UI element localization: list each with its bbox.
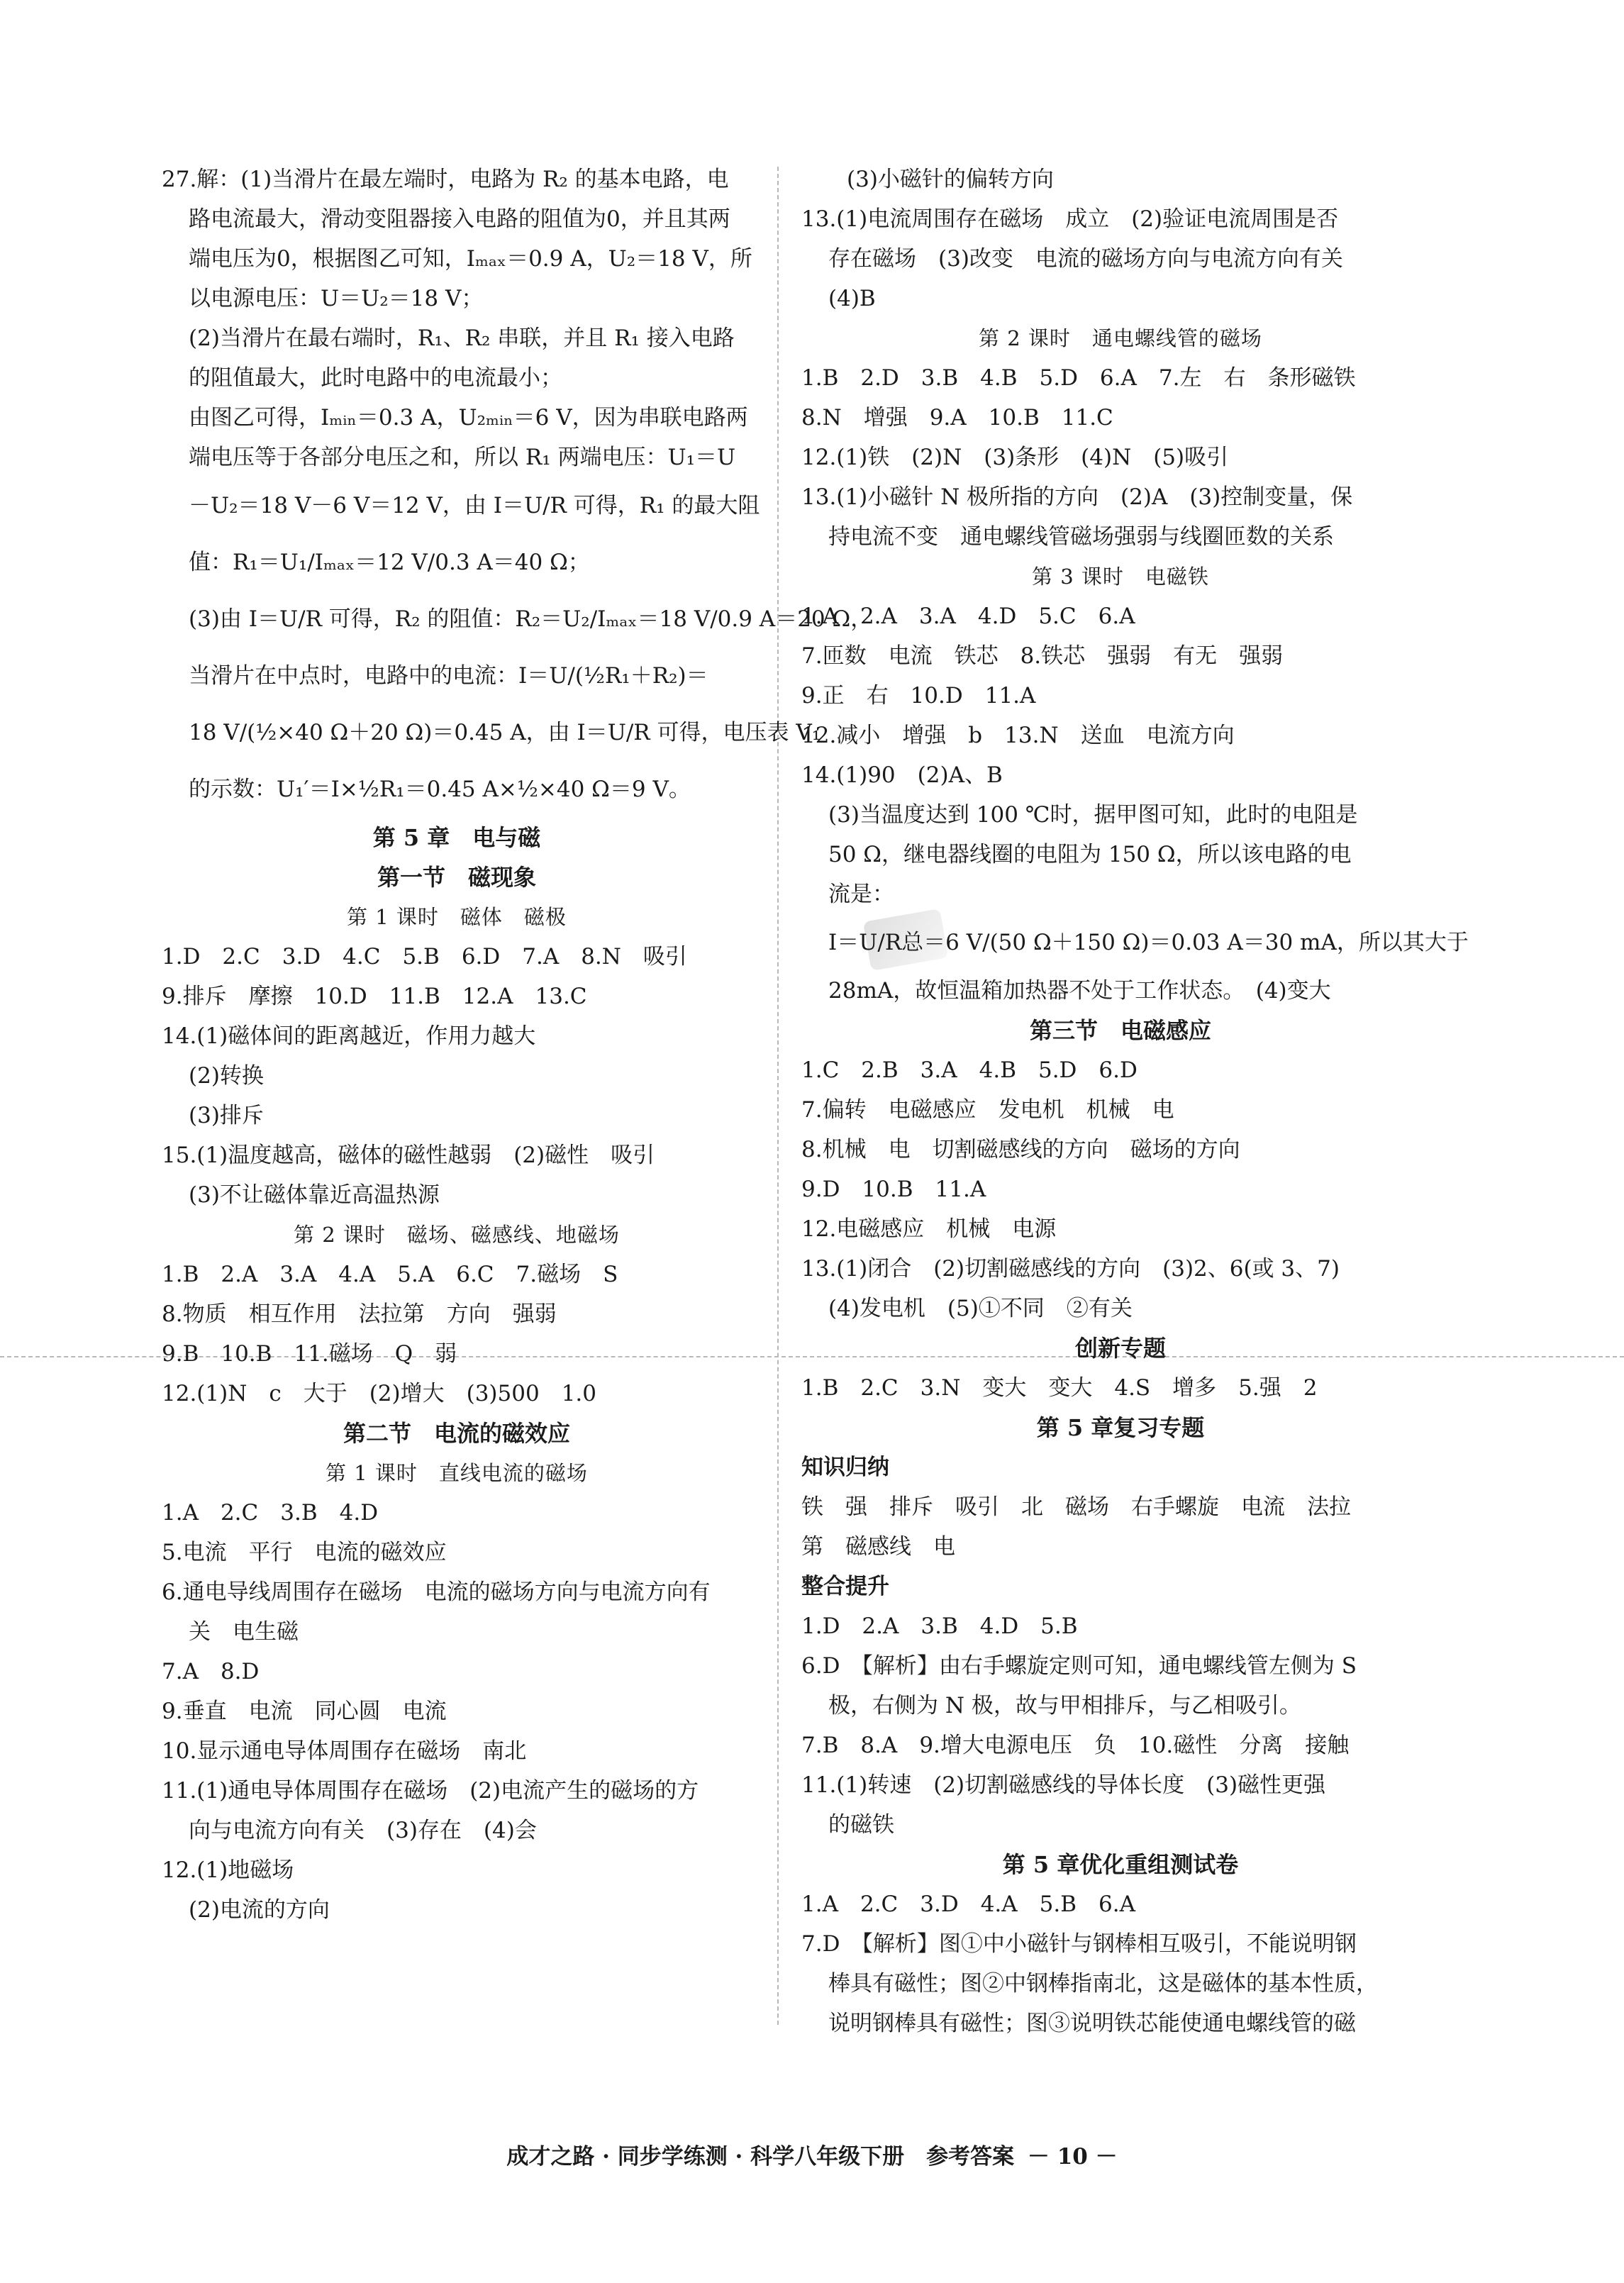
right-line: 知识归纳 — [801, 1455, 889, 1480]
left-line: 11.(1)通电导体周围存在磁场 (2)电流产生的磁场的方 — [162, 1778, 699, 1804]
left-line: (2)转换 — [189, 1063, 264, 1089]
right-line: 第 5 章复习专题 — [1036, 1414, 1205, 1441]
right-column — [801, 160, 1469, 2043]
right-line: 12.电磁感应 机械 电源 — [801, 1216, 1057, 1242]
right-line: 12.减小 增强 b 13.N 送血 电流方向 — [801, 723, 1235, 748]
page-number: － 10 － — [1027, 2144, 1118, 2170]
right-line: 6.D 【解析】由右手螺旋定则可知，通电螺线管左侧为 S — [801, 1653, 1357, 1679]
left-line: 1.B 2.A 3.A 4.A 5.A 6.C 7.磁场 S — [162, 1262, 618, 1287]
right-line: 13.(1)电流周围存在磁场 成立 (2)验证电流周围是否 — [801, 206, 1339, 232]
left-line: 由图乙可得，Iₘᵢₙ＝0.3 A，U₂ₘᵢₙ＝6 V，因为串联电路两 — [189, 405, 748, 431]
right-line: 7.D 【解析】图①中小磁针与钢棒相互吸引，不能说明钢 — [801, 1931, 1357, 1957]
right-line: 极，右侧为 N 极，故与甲相排斥，与乙相吸引。 — [828, 1693, 1301, 1718]
left-line: 第 5 章 电与磁 — [372, 824, 541, 851]
left-line: 8.物质 相互作用 法拉第 方向 强弱 — [162, 1301, 557, 1327]
right-line: 7.匝数 电流 铁芯 8.铁芯 强弱 有无 强弱 — [801, 643, 1284, 669]
page-footer — [0, 2138, 1624, 2170]
left-line: (3)排斥 — [189, 1103, 264, 1128]
left-line: 6.通电导线周围存在磁场 电流的磁场方向与电流方向有 — [162, 1579, 711, 1605]
column-divider — [777, 167, 779, 2025]
left-line: (2)当滑片在最右端时，R₁、R₂ 串联，并且 R₁ 接入电路 — [189, 326, 735, 351]
right-line: 12.(1)铁 (2)N (3)条形 (4)N (5)吸引 — [801, 445, 1229, 470]
right-line: 13.(1)闭合 (2)切割磁感线的方向 (3)2、6(或 3、7) — [801, 1256, 1340, 1282]
right-line: 1.C 2.B 3.A 4.B 5.D 6.D — [801, 1057, 1138, 1083]
right-line: 说明钢棒具有磁性；图③说明铁芯能使通电螺线管的磁 — [828, 2011, 1356, 2036]
left-line: 9.垂直 电流 同心圆 电流 — [162, 1699, 447, 1724]
left-line: 15.(1)温度越高，磁体的磁性越弱 (2)磁性 吸引 — [162, 1143, 655, 1168]
right-line: 1.B 2.D 3.B 4.B 5.D 6.A 7.左 右 条形磁铁 — [801, 365, 1356, 391]
left-line: 当滑片在中点时，电路中的电流：I＝U/(½R₁＋R₂)＝ — [189, 663, 708, 689]
right-line: 11.(1)转速 (2)切割磁感线的导体长度 (3)磁性更强 — [801, 1772, 1326, 1798]
left-line: 9.B 10.B 11.磁场 Q 弱 — [162, 1341, 457, 1367]
right-line: 8.N 增强 9.A 10.B 11.C — [801, 405, 1113, 431]
left-line: 端电压为0，根据图乙可知，Iₘₐₓ＝0.9 A，U₂＝18 V，所 — [189, 246, 752, 272]
right-line: I＝U/R总＝6 V/(50 Ω＋150 Ω)＝0.03 A＝30 mA，所以其大于 — [828, 930, 1469, 955]
right-line: 7.B 8.A 9.增大电源电压 负 10.磁性 分离 接触 — [801, 1733, 1350, 1758]
left-line: 18 V/(½×40 Ω＋20 Ω)＝0.45 A，由 I＝U/R 可得，电压表 V₁ — [189, 720, 821, 745]
right-line: 流是： — [828, 882, 894, 907]
left-line: 以电源电压：U＝U₂＝18 V； — [189, 286, 484, 311]
left-line: 9.排斥 摩擦 10.D 11.B 12.A 13.C — [162, 984, 587, 1009]
left-line: －U₂＝18 V－6 V＝12 V，由 I＝U/R 可得，R₁ 的最大阻 — [189, 493, 760, 518]
left-line: 向与电流方向有关 (3)存在 (4)会 — [189, 1818, 537, 1843]
right-line: 50 Ω，继电器线圈的电阻为 150 Ω，所以该电路的电 — [828, 842, 1352, 867]
right-line: (4)B — [828, 286, 876, 311]
left-line: 第二节 电流的磁效应 — [343, 1420, 570, 1447]
right-line: 9.正 右 10.D 11.A — [801, 683, 1036, 709]
right-line: 第 3 课时 电磁铁 — [1032, 565, 1209, 589]
right-line: (4)发电机 (5)①不同 ②有关 — [828, 1296, 1133, 1321]
right-line: (3)当温度达到 100 ℃时，据甲图可知，此时的电阻是 — [828, 802, 1358, 828]
right-line: 铁 强 排斥 吸引 北 磁场 右手螺旋 电流 法拉 — [801, 1494, 1351, 1520]
left-line: 端电压等于各部分电压之和，所以 R₁ 两端电压：U₁＝U — [189, 445, 736, 470]
right-line: 9.D 10.B 11.A — [801, 1177, 986, 1202]
right-line: 第 磁感线 电 — [801, 1534, 955, 1560]
left-line: 1.A 2.C 3.B 4.D — [162, 1500, 379, 1526]
left-line: 第一节 磁现象 — [377, 864, 536, 891]
left-line: 第 2 课时 磁场、磁感线、地磁场 — [294, 1223, 620, 1247]
left-line: 27.解：(1)当滑片在最左端时，电路为 R₂ 的基本电路，电 — [162, 167, 729, 192]
left-line: 路电流最大，滑动变阻器接入电路的阻值为0，并且其两 — [189, 206, 730, 232]
left-line: 的示数：U₁′＝I×½R₁＝0.45 A×½×40 Ω＝9 V。 — [189, 777, 691, 802]
right-line: 8.机械 电 切割磁感线的方向 磁场的方向 — [801, 1137, 1240, 1162]
right-line: 第三节 电磁感应 — [1029, 1017, 1211, 1044]
right-line: 1.A 2.A 3.A 4.D 5.C 6.A — [801, 604, 1135, 629]
right-line: 14.(1)90 (2)A、B — [801, 762, 1003, 788]
left-line: (3)不让磁体靠近高温热源 — [189, 1182, 440, 1208]
right-line: 第 5 章优化重组测试卷 — [1002, 1851, 1239, 1878]
left-line: 10.显示通电导体周围存在磁场 南北 — [162, 1738, 527, 1764]
left-line: 第 1 课时 磁体 磁极 — [347, 905, 567, 929]
right-line: 1.B 2.C 3.N 变大 变大 4.S 增多 5.强 2 — [801, 1375, 1318, 1401]
left-line: 14.(1)磁体间的距离越近，作用力越大 — [162, 1023, 536, 1049]
left-line: 12.(1)N c 大于 (2)增大 (3)500 1.0 — [162, 1381, 596, 1406]
right-line: 整合提升 — [801, 1574, 889, 1599]
right-line: 存在磁场 (3)改变 电流的磁场方向与电流方向有关 — [828, 246, 1343, 272]
right-line: 第 2 课时 通电螺线管的磁场 — [979, 326, 1262, 350]
right-line: 7.偏转 电磁感应 发电机 机械 电 — [801, 1097, 1174, 1123]
left-line: 7.A 8.D — [162, 1659, 260, 1684]
right-line: 持电流不变 通电螺线管磁场强弱与线圈匝数的关系 — [828, 524, 1334, 550]
left-line: 1.D 2.C 3.D 4.C 5.B 6.D 7.A 8.N 吸引 — [162, 944, 687, 970]
right-line: 28mA，故恒温箱加热器不处于工作状态。 (4)变大 — [828, 978, 1331, 1004]
right-line: 棒具有磁性；图②中钢棒指南北，这是磁体的基本性质， — [828, 1971, 1378, 1996]
right-line: 13.(1)小磁针 N 极所指的方向 (2)A (3)控制变量，保 — [801, 484, 1353, 510]
left-line: (3)由 I＝U/R 可得，R₂ 的阻值：R₂＝U₂/Iₘₐₓ＝18 V/0.9 A＝20 Ω， — [189, 606, 873, 632]
right-line: 创新专题 — [1074, 1335, 1166, 1362]
right-line: 1.D 2.A 3.B 4.D 5.B — [801, 1613, 1078, 1639]
left-line: 值：R₁＝U₁/Iₘₐₓ＝12 V/0.3 A＝40 Ω； — [189, 550, 590, 575]
left-line: 5.电流 平行 电流的磁效应 — [162, 1540, 447, 1565]
footer-text: 成才之路 · 同步学练测 · 科学八年级下册 参考答案 — [506, 2144, 1015, 2170]
left-line: 第 1 课时 直线电流的磁场 — [326, 1461, 588, 1485]
left-line: 12.(1)地磁场 — [162, 1857, 294, 1883]
left-line: 的阻值最大，此时电路中的电流最小； — [189, 365, 562, 391]
right-line: (3)小磁针的偏转方向 — [847, 167, 1054, 192]
left-line: 关 电生磁 — [189, 1619, 299, 1645]
left-line: (2)电流的方向 — [189, 1897, 330, 1923]
right-line: 1.A 2.C 3.D 4.A 5.B 6.A — [801, 1892, 1135, 1917]
right-line: 的磁铁 — [828, 1812, 894, 1838]
